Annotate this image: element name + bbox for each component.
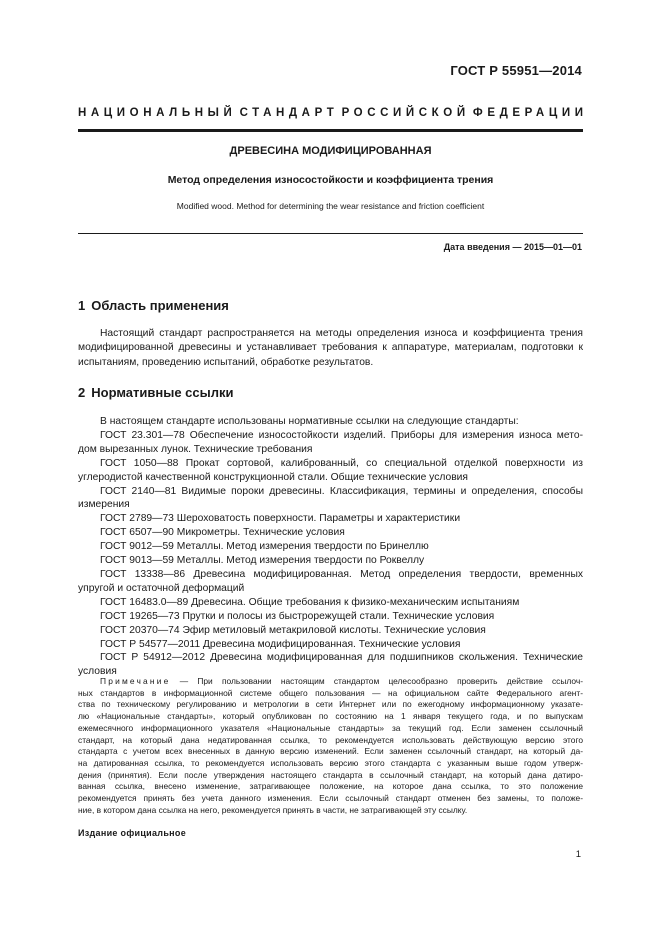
paragraph-line — [78, 327, 583, 341]
references-intro: В настоящем стандарте использованы нормативные ссылки на следующие стандарты: — [100, 416, 519, 427]
section-title: Нормативные ссылки — [91, 385, 234, 400]
note-line — [78, 676, 583, 688]
paragraph-line: модифицированной древесины и устанавливает требования к аппаратуре, материалам, подготовки к — [78, 342, 583, 354]
note-line: лю «Национальные стандарты», который опубликован по состоянию на 1 января текущего года, и по выпускам — [78, 711, 583, 722]
section-title: Область применения — [91, 298, 229, 313]
banner-word: РОССИЙСКОЙ — [341, 107, 470, 119]
section-2-heading — [78, 385, 233, 400]
header-divider — [78, 129, 583, 132]
note-line: стандарт, на который дана недатированная ссылка, то рекомендуется использовать действующую версию этого — [78, 734, 583, 745]
reference-line: углеродистой качественной конструкционной стали. Общие технические условия — [78, 471, 468, 483]
reference-line: ГОСТ 9013—59 Металлы. Метод измерения твердости по Роквеллу — [100, 555, 425, 567]
paragraph-line: испытаниям, проведению испытаний, обработке результатов. — [78, 356, 374, 368]
reference-line: ГОСТ Р 54912—2012 Древесина модифицированная для подшипников скольжения. Технические — [100, 652, 583, 664]
normative-references-list — [78, 415, 583, 679]
banner-word: НАЦИОНАЛЬНЫЙ — [78, 107, 237, 119]
note-line: ных стандартов в информационной системе общего пользования — на официальном сайте Федерального агент- — [78, 687, 583, 698]
reference-line: измерения — [78, 499, 130, 511]
document-number: ГОСТ Р 55951—2014 — [450, 63, 582, 78]
title-divider — [78, 233, 583, 234]
note-line: дения (принятия). Если после утверждения настоящего стандарта в ссылочный стандарт, на который дана датиро- — [78, 769, 583, 780]
banner-word: ФЕДЕРАЦИИ — [472, 107, 588, 119]
page-number: 1 — [575, 849, 581, 860]
reference-line: ГОСТ 13338—86 Древесина модифицированная. Метод определения твердости, временных — [100, 568, 583, 580]
reference-line: ГОСТ 6507—90 Микрометры. Технические условия — [100, 527, 345, 539]
reference-line: упругой и остаточной деформаций — [78, 582, 245, 594]
introduction-date: Дата введения — 2015—01—01 — [443, 242, 582, 252]
reference-line: ГОСТ 2789—73 Шероховатость поверхности. Параметры и характеристики — [100, 513, 461, 525]
note-block — [78, 676, 583, 816]
note-line: на датированная ссылка, то рекомендуется использовать версию этого стандарта с указанным выше годом утверж- — [78, 757, 583, 768]
reference-line: условия — [78, 666, 117, 678]
section-1-body — [78, 327, 583, 370]
note-line: ванная ссылка, внесено изменение, затрагивающее положение, на которое дана ссылка, то это положение — [78, 781, 583, 792]
reference-line: ГОСТ 23.301—78 Обеспечение износостойкости изделий. Приборы для измерения износа мето- — [100, 429, 583, 441]
note-line: ние, в котором дана ссылка на него, рекомендуется принять в части, не затрагивающей эту ссылку. — [78, 804, 468, 815]
note-text: — При пользовании настоящим стандартом целесообразно проверить действие ссылоч- — [179, 676, 583, 686]
note-line: стандарта с учетом всех внесенных в данную версию изменений. Если заменен ссылочный стандарт, на который да- — [78, 746, 583, 757]
document-title-english: Modified wood. Method for determining the wear resistance and friction coefficient — [176, 201, 485, 211]
reference-line: ГОСТ 2140—81 Видимые пороки древесины. Классификация, термины и определения, способы — [100, 485, 583, 497]
edition-label: Издание официальное — [78, 828, 187, 838]
note-label: Примечание — [100, 676, 171, 686]
note-line: рекомендуется принять без учета данного изменения. Если ссылочный стандарт отменен без замены, то положе- — [78, 793, 583, 804]
reference-line: ГОСТ 1050—88 Прокат сортовой, калиброванный, со специальной отделкой поверхности из — [100, 457, 583, 469]
section-number: 2 — [78, 385, 86, 400]
national-standard-banner — [78, 107, 588, 119]
reference-line: ГОСТ Р 54577—2011 Древесина модифицированная. Технические условия — [100, 638, 461, 650]
banner-word: СТАНДАРТ — [239, 107, 339, 119]
reference-line: ГОСТ 16483.0—89 Древесина. Общие требования к физико-механическим испытаниям — [100, 596, 520, 608]
reference-line: ГОСТ 20370—74 Эфир метиловый метакриловой кислоты. Технические условия — [100, 624, 486, 636]
document-title: ДРЕВЕСИНА МОДИФИЦИРОВАННАЯ — [229, 145, 432, 157]
reference-line: ГОСТ 9012—59 Металлы. Метод измерения твердости по Бринеллю — [100, 541, 429, 553]
section-number: 1 — [78, 298, 86, 313]
reference-line: ГОСТ 19265—73 Прутки и полосы из быстрорежущей стали. Технические условия — [100, 610, 495, 622]
document-subtitle: Метод определения износостойкости и коэффициента трения — [167, 174, 494, 186]
paragraph-text: Настоящий стандарт распространяется на методы определения износа и коэффициента трения — [100, 328, 583, 339]
reference-line: дом вырезанных лунок. Технические требования — [78, 443, 313, 455]
section-1-heading — [78, 298, 229, 313]
note-line: ежемесячного информационного указателя «Национальные стандарты» за текущий год. Если заменен ссылочный — [78, 722, 583, 733]
note-line: ства по техническому регулированию и метрологии в сети Интернет или по ежегодному информационному указате- — [78, 699, 583, 710]
